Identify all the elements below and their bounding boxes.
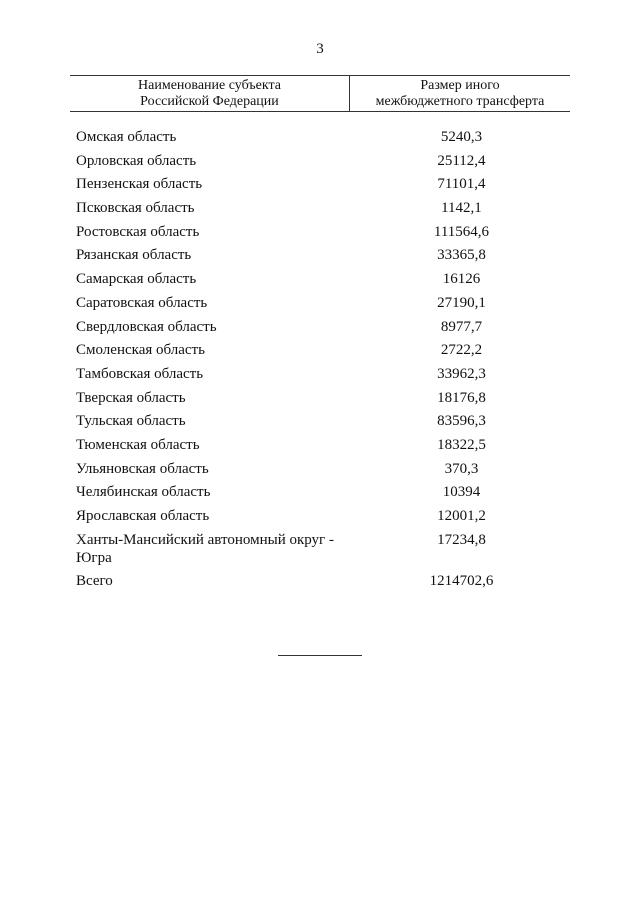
subject-name: Свердловская область xyxy=(76,318,217,335)
table-header xyxy=(70,75,570,112)
transfer-amount: 8977,7 xyxy=(440,318,483,335)
table-body xyxy=(76,128,570,596)
table-row xyxy=(76,270,570,288)
transfer-amount: 370,3 xyxy=(444,460,479,477)
table-row-total xyxy=(76,572,570,590)
transfer-amount: 5240,3 xyxy=(440,129,483,145)
transfer-amount: 18322,5 xyxy=(437,436,486,453)
transfer-amount: 10394 xyxy=(442,484,481,501)
transfer-amount: 25112,4 xyxy=(437,152,486,169)
table-row xyxy=(76,460,570,478)
transfer-amount: 111564,6 xyxy=(433,223,490,240)
table-row xyxy=(76,483,570,501)
header-transfer-amount: Размер иного межбюджетного трансферта xyxy=(375,77,545,109)
subject-name: Смоленская область xyxy=(76,342,205,359)
end-divider xyxy=(278,655,362,656)
header-subject-name: Наименование субъекта Российской Федерации xyxy=(70,76,350,111)
subject-name: Тульская область xyxy=(76,413,186,430)
subject-name: Омская область xyxy=(76,129,177,145)
subject-name: Псковская область xyxy=(76,200,195,217)
transfer-amount: 1142,1 xyxy=(441,200,482,217)
total-amount: 1214702,6 xyxy=(429,573,494,590)
table-row xyxy=(76,294,570,312)
subject-name: Самарская область xyxy=(76,271,197,288)
subject-name: Пензенская область xyxy=(76,176,203,193)
subject-name: Челябинская область xyxy=(76,484,211,501)
table-row xyxy=(76,531,570,567)
transfer-amount: 18176,8 xyxy=(437,389,486,406)
subject-name: Ярославская область xyxy=(76,508,210,524)
subject-name: Тюменская область xyxy=(76,436,200,453)
transfer-amount: 12001,2 xyxy=(437,508,486,524)
subject-name: Орловская область xyxy=(76,152,197,169)
transfer-amount: 71101,4 xyxy=(437,176,486,193)
table-row xyxy=(76,412,570,430)
table-row xyxy=(76,152,570,170)
table-row xyxy=(76,507,570,525)
table-row xyxy=(76,199,570,217)
transfer-amount: 83596,3 xyxy=(437,413,486,430)
table-row xyxy=(76,389,570,407)
table-row xyxy=(76,175,570,193)
transfer-amount: 33962,3 xyxy=(437,365,486,382)
subject-name: Рязанская область xyxy=(76,247,192,264)
table-row xyxy=(76,223,570,241)
transfer-amount: 27190,1 xyxy=(437,294,486,311)
table-row xyxy=(76,128,570,146)
table-row xyxy=(76,341,570,359)
subject-name: Ростовская область xyxy=(76,223,200,240)
table-row xyxy=(76,365,570,383)
subject-name: Саратовская область xyxy=(76,294,208,311)
transfer-amount: 33365,8 xyxy=(437,247,486,264)
page-number: 3 xyxy=(316,41,324,57)
transfer-amount: 2722,2 xyxy=(440,342,483,359)
transfer-amount: 17234,8 xyxy=(437,531,486,548)
transfer-amount: 16126 xyxy=(442,271,481,288)
table-row xyxy=(76,246,570,264)
table-row xyxy=(76,436,570,454)
subject-name: Тамбовская область xyxy=(76,365,204,382)
subject-name: Ульяновская область xyxy=(76,460,209,477)
subject-name: Ханты-Мансийский автономный округ - Югра xyxy=(76,531,334,566)
total-label: Всего xyxy=(76,573,113,590)
subject-name: Тверская область xyxy=(76,389,186,406)
table-row xyxy=(76,318,570,336)
